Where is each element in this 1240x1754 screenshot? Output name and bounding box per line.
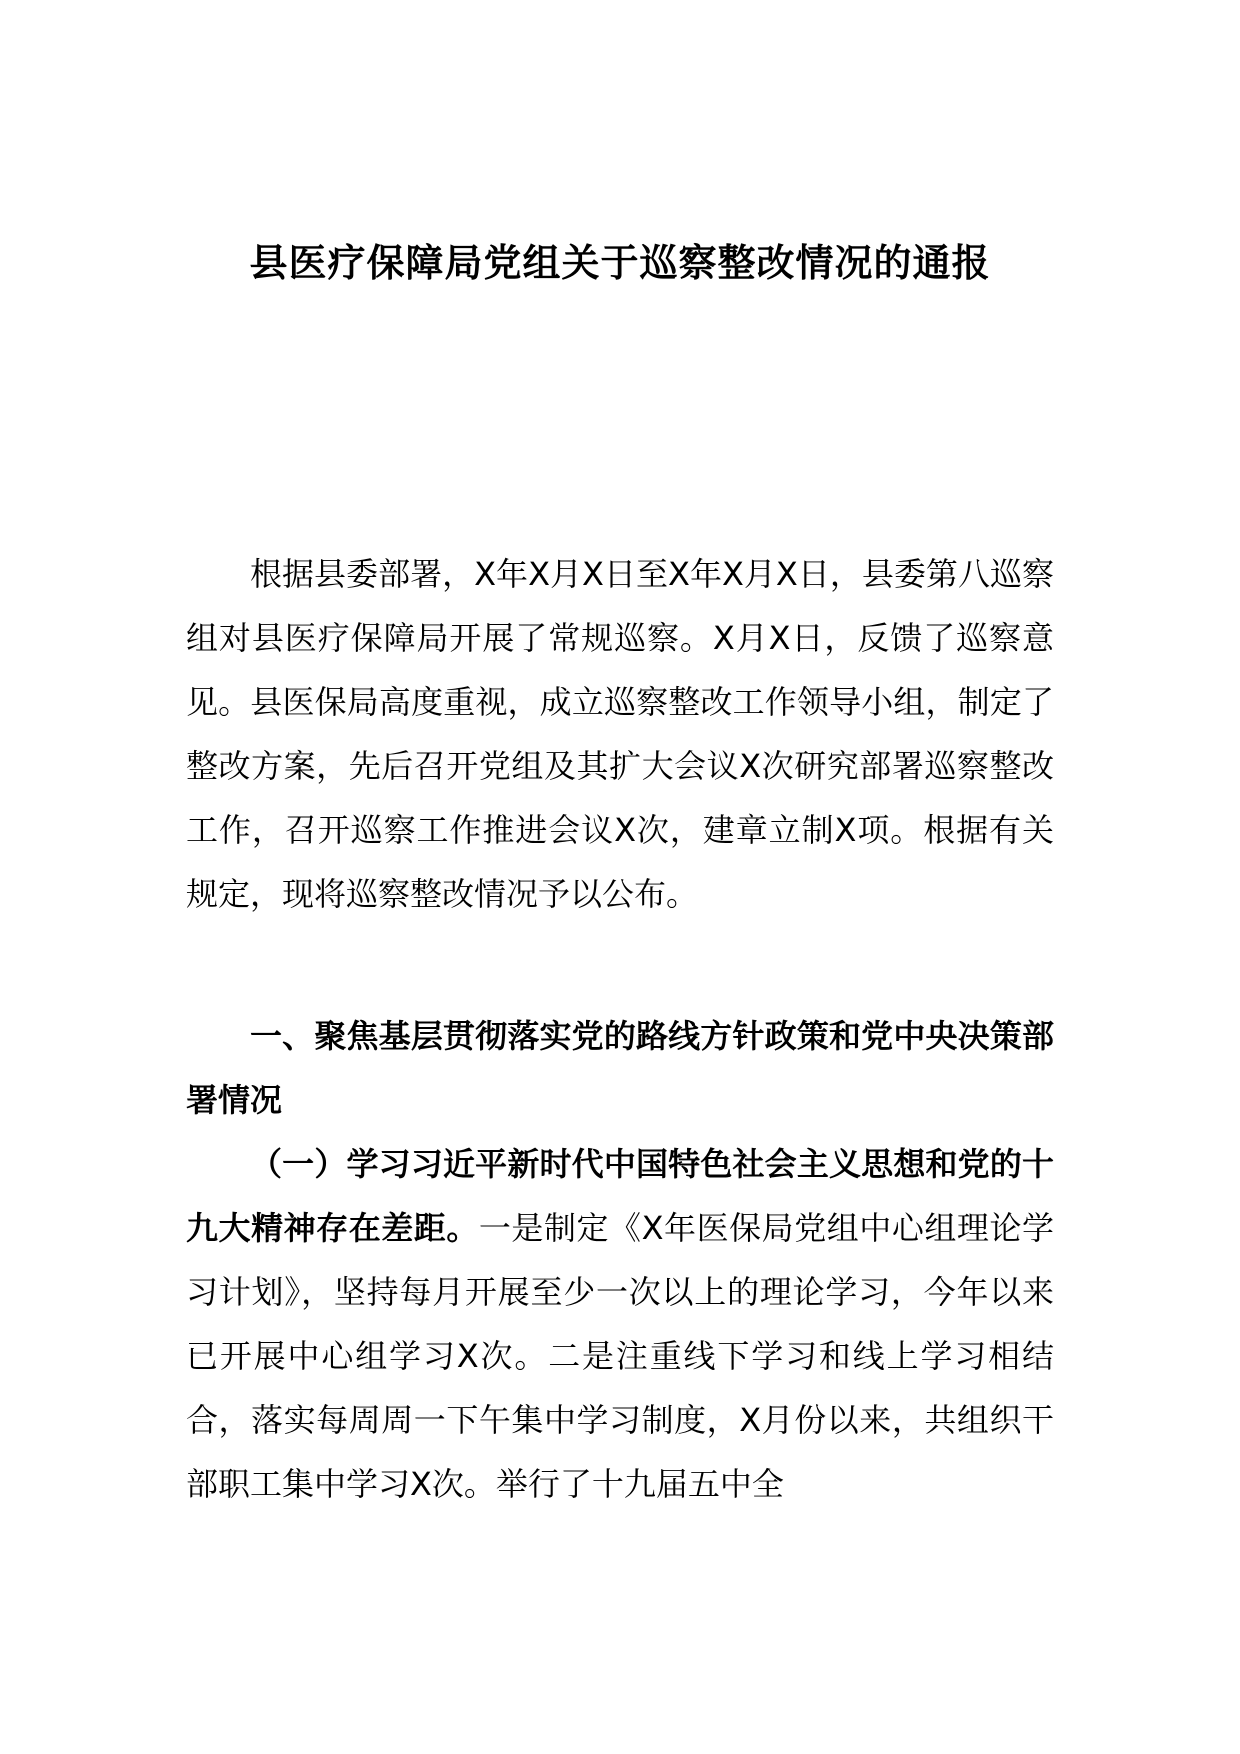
section-heading-1: 一、聚焦基层贯彻落实党的路线方针政策和党中央决策部署情况: [186, 1017, 1054, 1119]
document-title: 县医疗保障局党组关于巡察整改情况的通报: [249, 241, 991, 285]
section-1-paragraph: [186, 1132, 1054, 1516]
subsection-1-text: 一是制定《X年医保局党组中心组理论学习计划》，坚持每月开展至少一次以上的理论学习，今年以来已开展中心组学习X次。二是注重线下学习和线上学习相结合，落实每周周一下午集中学习制度，X月份以来，共组织干部职工集中学习X次。举行了十九届五中全: [186, 1209, 1054, 1503]
intro-paragraph: 根据县委部署，X年X月X日至X年X月X日，县委第八巡察组对县医疗保障局开展了常规巡察。X月X日，反馈了巡察意见。县医保局高度重视，成立巡察整改工作领导小组，制定了整改方案，先后召开党组及其扩大会议X次研究部署巡察整改工作，召开巡察工作推进会议X次，建章立制X项。根据有关规定，现将巡察整改情况予以公布。: [186, 555, 1054, 913]
subsection-heading-1: （一）学习习近平新时代中国特色社会主义思想和党的十九大精神存在差距。: [186, 1145, 1054, 1247]
